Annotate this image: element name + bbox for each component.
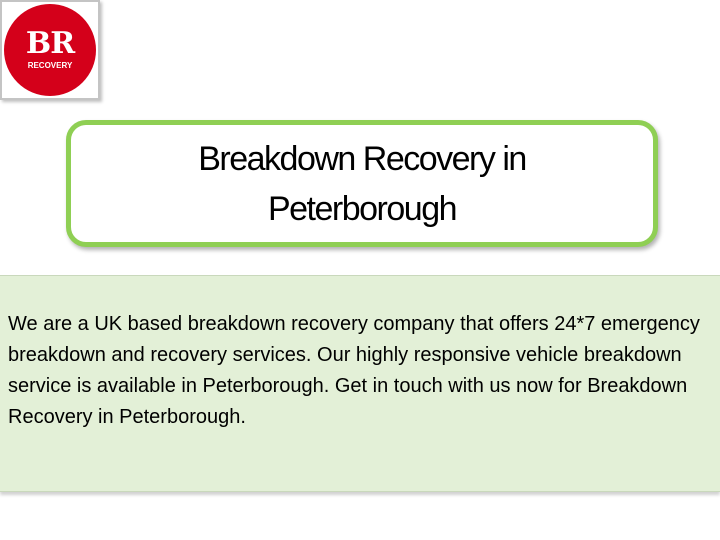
title-box (66, 120, 658, 247)
logo (0, 0, 100, 100)
content-box (0, 275, 720, 492)
logo-mark: BR (25, 26, 75, 61)
page-title: Breakdown Recovery in Peterborough (198, 139, 526, 228)
logo-subtitle: RECOVERY (27, 61, 73, 70)
body-text: We are a UK based breakdown recovery company that offers 24*7 emergency breakdown and recovery services. Our highly responsive vehicle breakdown service is available in Peterborough. Get in touch with us now for Breakdown Recovery in Peterborough. (8, 313, 700, 428)
logo-badge (4, 4, 96, 96)
